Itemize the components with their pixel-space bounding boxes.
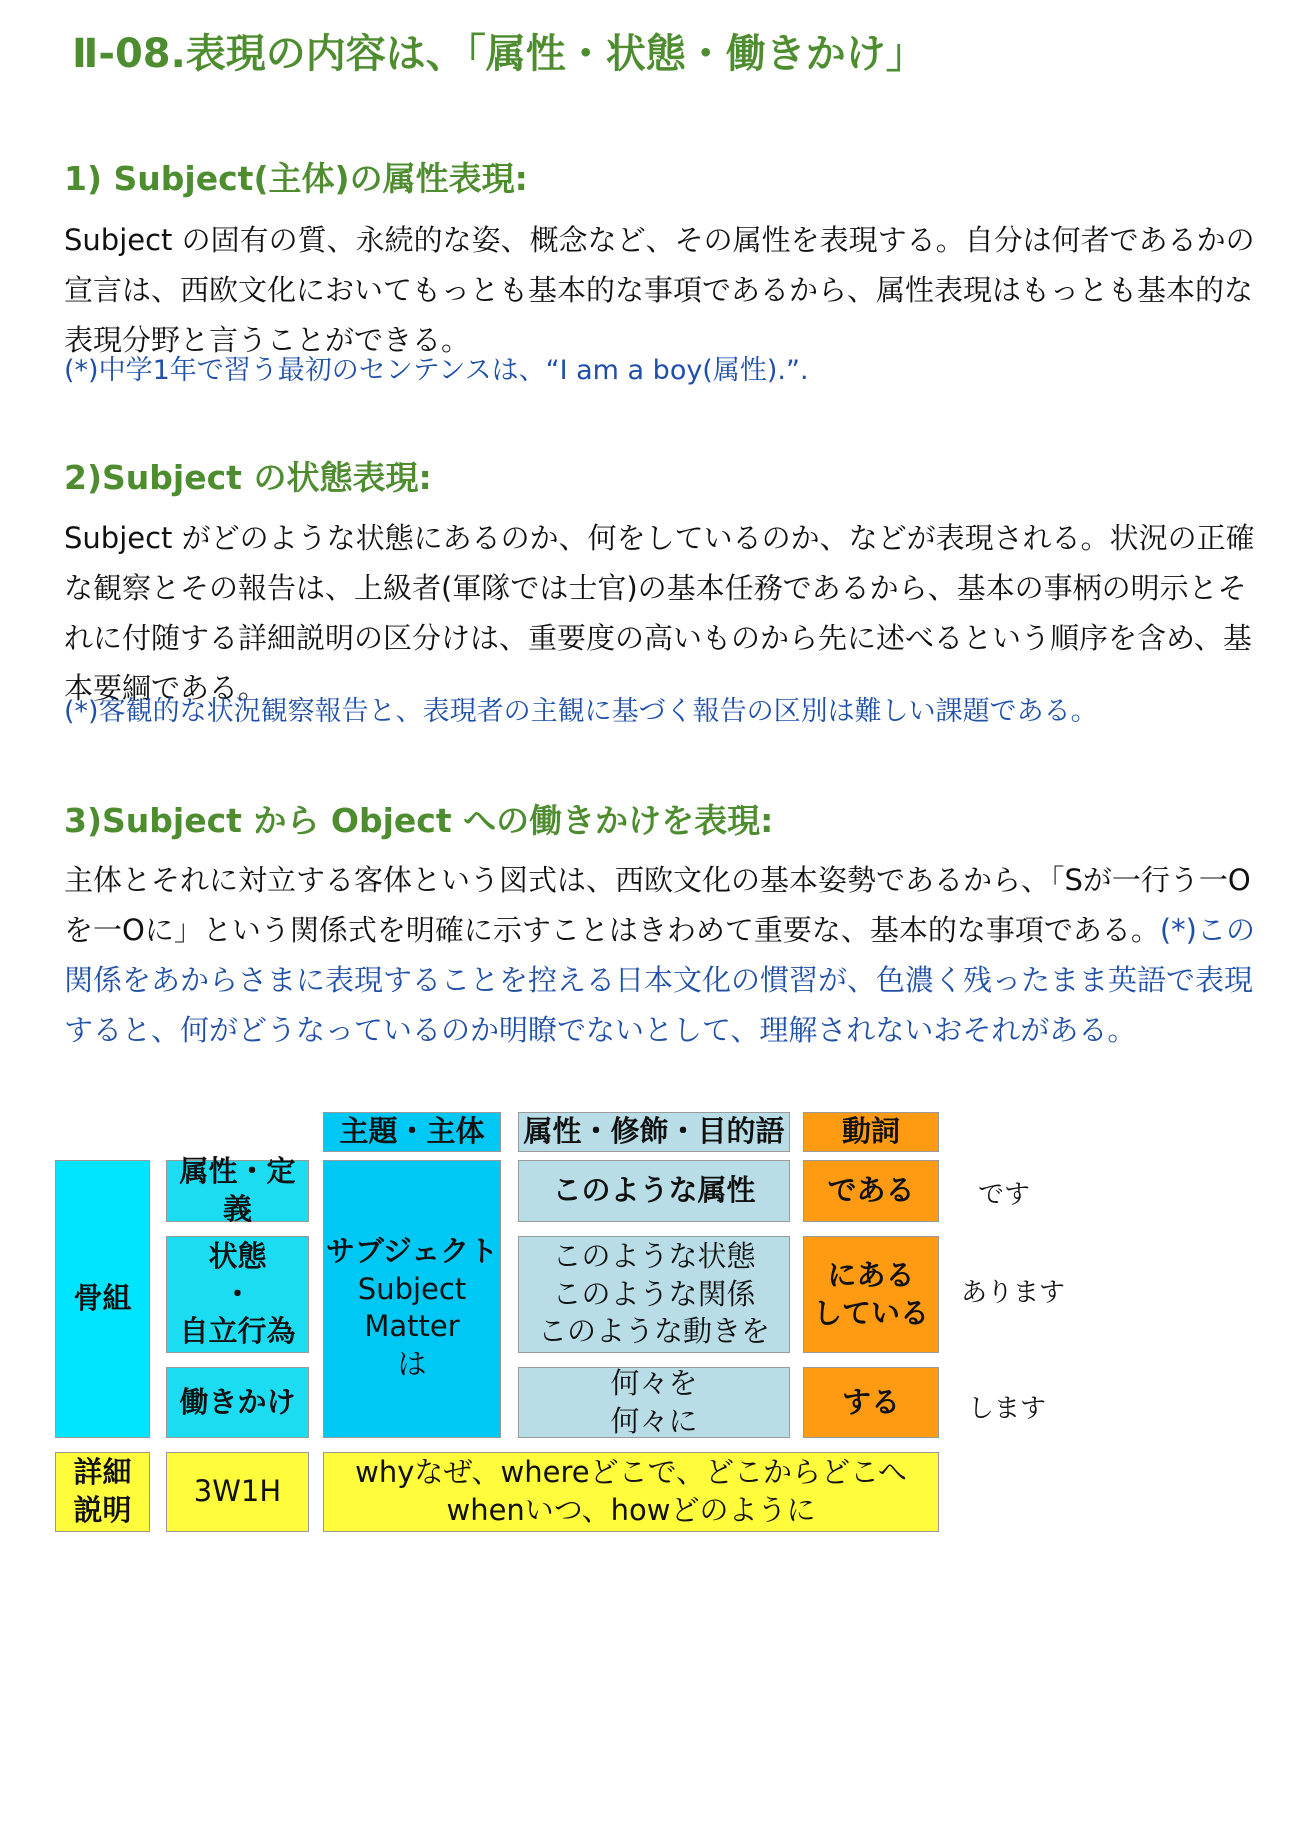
row-state-polite: あります	[961, 1278, 1066, 1308]
section-2-note: (*)客観的な状況観察報告と、表現者の主観に基づく報告の区別は難しい課題である。	[64, 696, 1098, 727]
row-action-polite: します	[968, 1394, 1047, 1424]
row-action-verb: する	[803, 1367, 939, 1438]
section-2-body: Subject がどのような状態にあるのか、何をしているのか、などが表現される。状況の正確な観察とその報告は、上級者(軍隊では士官)の基本任務であるから、基本の事柄の明示とそれに付随する詳細説明の区分けは、重要度の高いものから先に述べるという順序を含め、基本要綱である。	[64, 521, 1255, 705]
row-state-label-line3: 自立行為	[179, 1314, 296, 1349]
row-state-content-line2: このような関係	[552, 1276, 756, 1311]
detail-content-line2: whenいつ、howどのように	[446, 1493, 816, 1527]
subject-box	[323, 1160, 501, 1438]
row-action-content-line1: 何々を	[610, 1365, 698, 1400]
subject-line4: は	[397, 1347, 427, 1382]
row-attribute-verb: である	[803, 1160, 939, 1222]
detail-label	[55, 1452, 150, 1532]
detail-content	[323, 1452, 939, 1532]
row-state-verb	[803, 1236, 939, 1353]
detail-content-line1: whyなぜ、whereどこで、どこからどこへ	[355, 1455, 907, 1490]
header-verb: 動詞	[803, 1112, 939, 1152]
row-state-label	[166, 1236, 309, 1353]
header-attributes: 属性・修飾・目的語	[518, 1112, 790, 1152]
section-3-body: 主体とそれに対立する客体という図式は、西欧文化の基本姿勢であるから、「Sが一行う一Oを一Oに」という関係式を明確に示すことはきわめて重要な、基本的な事項である。	[64, 863, 1251, 947]
subject-line1: サブジェクト	[325, 1234, 499, 1268]
w1h-label: 3W1H	[166, 1452, 309, 1532]
header-subject: 主題・主体	[323, 1112, 501, 1152]
row-attribute-label: 属性・定義	[166, 1160, 309, 1222]
row-state-label-line1: 状態	[208, 1238, 267, 1273]
section-1-body: Subject の固有の質、永続的な姿、概念など、その属性を表現する。自分は何者であるかの宣言は、西欧文化においてもっとも基本的な事項であるから、属性表現はもっとも基本的な表現分野と言うことができる。	[64, 223, 1255, 357]
subject-line3: Matter	[364, 1309, 460, 1344]
section-3-body-block	[64, 855, 1260, 1055]
section-3-note: (*)この関係をあからさまに表現することを控える日本文化の慣習が、色濃く残ったまま英語で表現すると、何がどうなっているのか明瞭でないとして、理解されないおそれがある。	[64, 913, 1255, 1047]
subject-line2: Subject	[357, 1271, 467, 1306]
row-action-content	[518, 1367, 790, 1438]
row-attribute-polite: です	[978, 1180, 1031, 1210]
row-state-verb-line1: にある	[827, 1257, 915, 1292]
row-state-verb-line2: している	[812, 1295, 929, 1330]
row-state-content-line1: このような状態	[552, 1238, 756, 1273]
detail-label-line2: 説明	[73, 1493, 132, 1527]
row-state-label-line2: ・	[222, 1276, 252, 1311]
detail-label-line1: 詳細	[73, 1455, 132, 1490]
row-state-content	[518, 1236, 790, 1353]
row-action-content-line2: 何々に	[610, 1403, 698, 1438]
row-attribute-content: このような属性	[518, 1160, 790, 1222]
row-action-label: 働きかけ	[166, 1367, 309, 1438]
page-title: Ⅱ-08.表現の内容は、「属性・状態・働きかけ」	[72, 31, 926, 77]
section-1-note: (*)中学1年で習う最初のセンテンスは、“I am a boy(属性).”.	[64, 355, 809, 386]
skeleton-label: 骨組	[55, 1160, 150, 1438]
section-1-heading: 1) Subject(主体)の属性表現:	[64, 159, 528, 198]
section-3-heading: 3)Subject から Object への働きかけを表現:	[64, 801, 774, 840]
row-state-content-line3: このような動きを	[537, 1314, 770, 1349]
section-2-heading: 2)Subject の状態表現:	[64, 458, 432, 497]
